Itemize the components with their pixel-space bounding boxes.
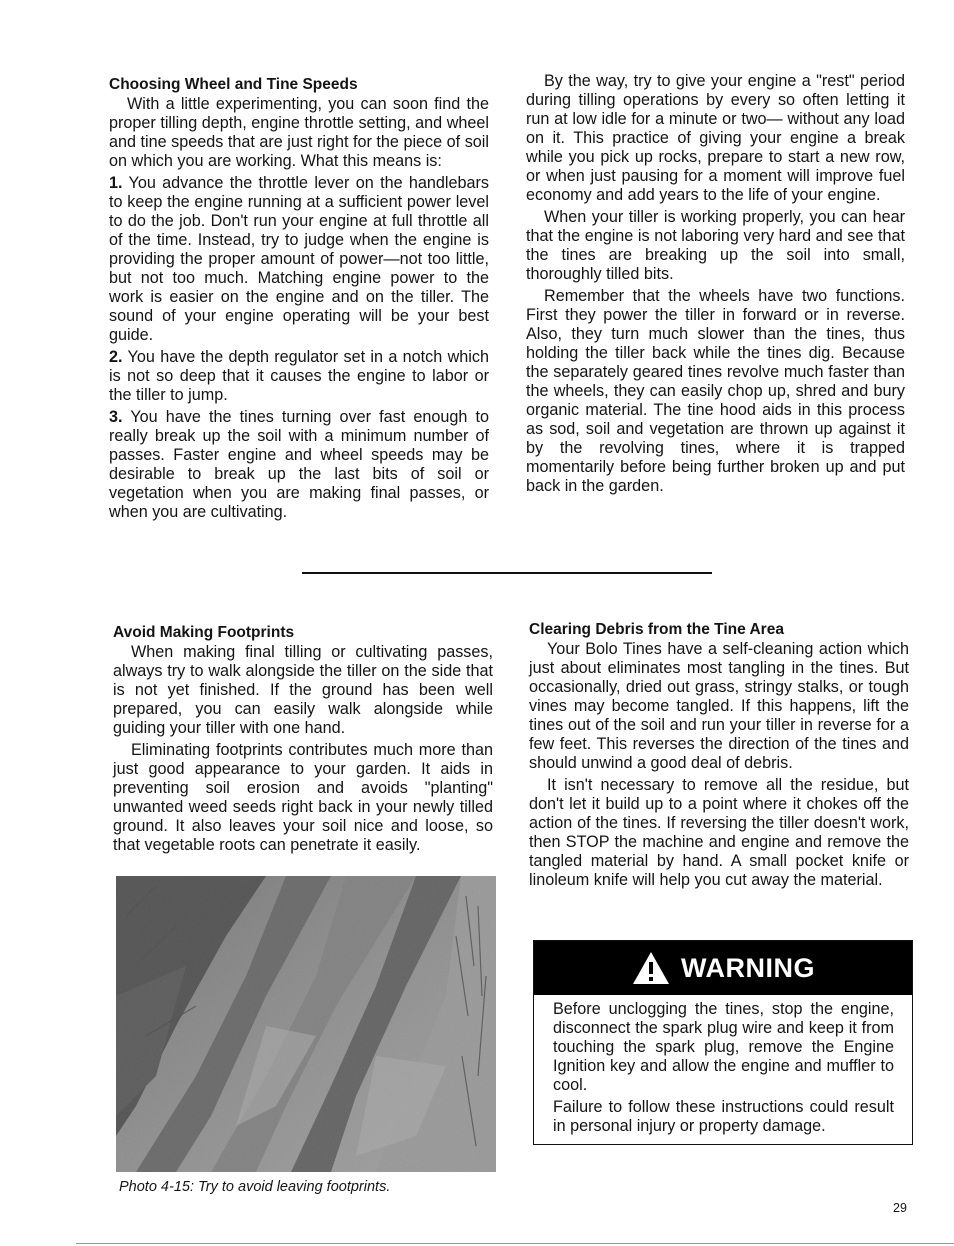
paragraph: Your Bolo Tines have a self-cleaning action which just about eliminates most tangling in the tines. But occasionally, dried out grass, stringy stalks, or tough vines may become tangled. If this happens, lift the tines out of the soil and run your tiller in reverse for a few feet. This reverses the direction of the tines and should unwind a good deal of debris. <box>529 640 909 772</box>
warning-header <box>534 941 912 995</box>
warning-paragraph: Failure to follow these instructions could result in personal injury or property damage. <box>553 1098 894 1135</box>
list-item <box>109 174 489 345</box>
list-number: 2. <box>109 348 123 366</box>
page-number: 29 <box>893 1201 907 1215</box>
warning-title: WARNING <box>681 952 815 983</box>
list-text: You advance the throttle lever on the handlebars to keep the engine running at a sufficient power level to do the job. Don't run your engine at full throttle all of the time. Instead, try to judge when the engine is providing the proper amount of power—not too little, but not too much. Matching engine power to the work is easier on the engine and on the tiller. The sound of your engine operating will be your best guide. <box>109 174 489 344</box>
list-number: 3. <box>109 408 123 426</box>
section-choosing-speeds <box>109 75 489 522</box>
section-divider <box>302 572 712 574</box>
paragraph: Eliminating footprints contributes much more than just good appearance to your garden. It aids in preventing soil erosion and avoids "planting" unwanted weed seeds right back in your newly tilled ground. It also leaves your soil nice and loose, so that vegetable roots can penetrate it easily. <box>113 741 493 854</box>
section-heading: Choosing Wheel and Tine Speeds <box>109 76 358 93</box>
tilled-soil-image <box>116 876 496 1172</box>
section-heading: Clearing Debris from the Tine Area <box>529 621 784 638</box>
warning-triangle-icon <box>631 950 671 986</box>
bottom-rule <box>76 1243 954 1244</box>
section-heading: Avoid Making Footprints <box>113 624 295 641</box>
photo-caption: Photo 4-15: Try to avoid leaving footprints. <box>119 1179 391 1195</box>
paragraph: By the way, try to give your engine a "rest" period during tilling operations by every so often letting it run at low idle for a minute or two— without any load on it. This practice of giving your engine a break while you pick up rocks, prepare to start a new row, or when just pausing for a moment will improve fuel economy and add years to the life of your engine. <box>526 72 905 204</box>
list-text: You have the depth regulator set in a notch which is not so deep that it causes the engine to labor or the tiller to jump. <box>109 348 489 404</box>
list-text: You have the tines turning over fast enough to really break up the soil with a minimum number of passes. Faster engine and wheel speeds may be desirable to break up the last bits of soil or vegetation when you are making final passes, or when you are cultivating. <box>109 408 489 521</box>
section-clearing-debris <box>529 620 909 890</box>
paragraph: With a little experimenting, you can soon find the proper tilling depth, engine throttle setting, and wheel and tine speeds that are just right for the piece of soil on which you are working. What this means is: <box>109 95 489 170</box>
paragraph: When making final tilling or cultivating passes, always try to walk alongside the tiller on the side that is not yet finished. If the ground has been well prepared, you can easily walk alongside while guiding your tiller with one hand. <box>113 643 493 737</box>
footprints-photo <box>116 876 496 1172</box>
warning-paragraph: Before unclogging the tines, stop the engine, disconnect the spark plug wire and keep it from touching the spark plug, remove the Engine Ignition key and allow the engine and muffler to cool. <box>553 1000 894 1094</box>
list-item <box>109 348 489 405</box>
paragraph: It isn't necessary to remove all the residue, but don't let it build up to a point where it chokes off the action of the tines. If reversing the tiller doesn't work, then STOP the machine and engine and remove the tangled material by hand. A small pocket knife or linoleum knife will help you cut away the material. <box>529 776 909 889</box>
list-item <box>109 408 489 522</box>
warning-body <box>534 995 912 1136</box>
warning-box <box>533 940 913 1145</box>
section-avoid-footprints <box>113 623 493 855</box>
paragraph: Remember that the wheels have two functions. First they power the tiller in forward or in reverse. Also, they turn much slower than the tines, thus holding the tiller back while the tines dig. Because the separately geared tines revolve much faster than the wheels, they can easily chop up, shred and bury organic material. The tine hood aids in this process as sod, soil and vegetation are thrown up against it by the revolving tines, where it is trapped momentarily before being further broken up and put back in the garden. <box>526 287 905 495</box>
section-choosing-speeds-continued <box>526 72 905 496</box>
paragraph: When your tiller is working properly, you can hear that the engine is not laboring very hard and see that the tines are breaking up the soil into small, thoroughly tilled bits. <box>526 208 905 283</box>
list-number: 1. <box>109 174 123 192</box>
